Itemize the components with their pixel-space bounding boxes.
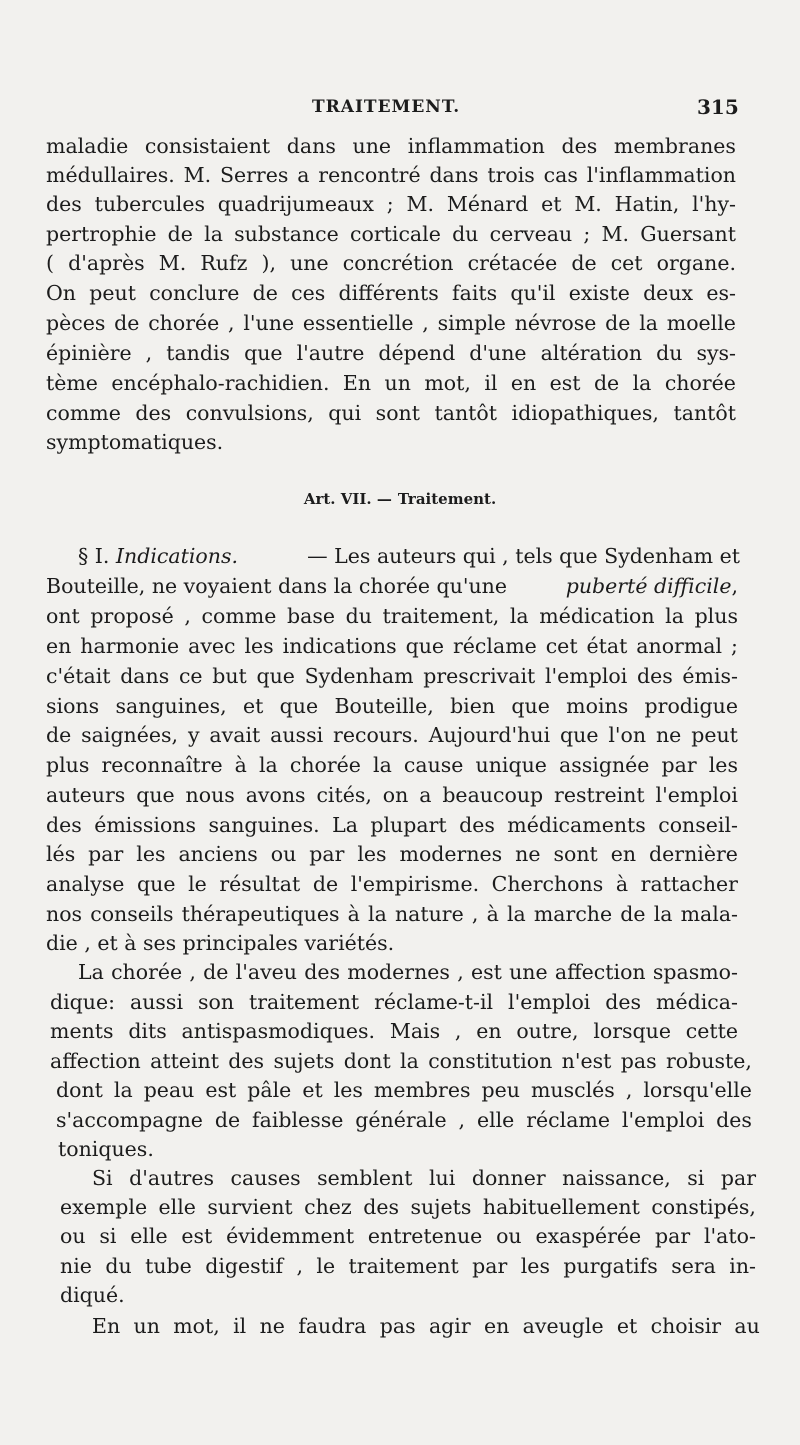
text-line: pèces de chorée , l'une essentielle , simple névrose de la moelle [46, 311, 736, 335]
text-line: médullaires. M. Serres a rencontré dans trois cas l'inflammation [46, 163, 736, 187]
text-line: ont proposé , comme base du traitement, la médication la plus [46, 604, 738, 628]
text-line: analyse que le résultat de l'empirisme. Cherchons à rattacher [46, 872, 738, 896]
text-line: affection atteint des sujets dont la constitution n'est pas robuste, [50, 1049, 752, 1073]
text-line: comme des convulsions, qui sont tantôt idiopathiques, tantôt [46, 401, 736, 425]
page-number: 315 [697, 95, 739, 119]
running-title: TRAITEMENT. [312, 97, 461, 117]
text-segment: — Les auteurs qui , tels que Sydenham et [307, 544, 740, 568]
text-line: dont la peau est pâle et les membres peu musclés , lorsqu'elle [56, 1078, 752, 1102]
text-line: maladie consistaient dans une inflammation des membranes [46, 134, 736, 158]
text-line: des émissions sanguines. La plupart des médicaments conseil- [46, 813, 738, 837]
section-number: § I. [78, 544, 110, 568]
emphasis: puberté difficile [565, 574, 732, 598]
text-line: s'accompagne de faiblesse générale , elle réclame l'emploi des [56, 1108, 752, 1132]
text-segment: Bouteille, ne voyaient dans la chorée qu'une [46, 574, 508, 598]
article-title: Traitement. [397, 490, 497, 508]
article-heading [0, 490, 800, 508]
text-line: Si d'autres causes semblent lui donner naissance, si par [92, 1166, 756, 1190]
page-header [0, 95, 800, 125]
text-line: nie du tube digestif , le traitement par les purgatifs sera in- [60, 1254, 756, 1278]
text-line: auteurs que nous avons cités, on a beaucoup restreint l'emploi [46, 783, 738, 807]
text-line: ( d'après M. Rufz ), une concrétion crétacée de cet organe. [46, 251, 736, 275]
text-line: exemple elle survient chez des sujets habituellement constipés, [60, 1195, 756, 1219]
text-line: sions sanguines, et que Bouteille, bien que moins prodigue [46, 694, 738, 718]
text-line: en harmonie avec les indications que réclame cet état anormal ; [46, 634, 738, 658]
text-line: lés par les anciens ou par les modernes ne sont en dernière [46, 842, 738, 866]
text-line: tème encéphalo-rachidien. En un mot, il en est de la chorée [46, 371, 736, 395]
text-line: toniques. [58, 1137, 154, 1161]
text-line: ments dits antispasmodiques. Mais , en outre, lorsque cette [50, 1019, 738, 1043]
paragraph-first-line [78, 542, 740, 571]
text-line: de saignées, y avait aussi recours. Aujourd'hui que l'on ne peut [46, 723, 738, 747]
text-line: c'était dans ce but que Sydenham prescrivait l'emploi des émis- [46, 664, 738, 688]
text-line: La chorée , de l'aveu des modernes , est une affection spasmo- [78, 960, 738, 984]
text-line: symptomatiques. [46, 430, 224, 454]
text-line: En un mot, il ne faudra pas agir en aveugle et choisir au [92, 1314, 760, 1338]
text-line: des tubercules quadrijumeaux ; M. Ménard et M. Hatin, l'hy- [46, 192, 736, 216]
section-title: Indications. [115, 544, 238, 568]
text-line: ou si elle est évidemment entretenue ou exaspérée par l'ato- [60, 1224, 756, 1248]
text-line: nos conseils thérapeutiques à la nature , à la marche de la mala- [46, 902, 738, 926]
text-line: pertrophie de la substance corticale du cerveau ; M. Guersant [46, 222, 736, 246]
text-line: dique: aussi son traitement réclame-t-il l'emploi des médica- [50, 990, 738, 1014]
text-line: die , et à ses principales variétés. [46, 931, 395, 955]
text-segment: , [731, 574, 738, 598]
article-number: Art. VII. — [303, 490, 392, 508]
text-line [46, 572, 738, 601]
text-line: On peut conclure de ces différents faits qu'il existe deux es- [46, 281, 736, 305]
text-line: diqué. [60, 1283, 125, 1307]
text-line: épinière , tandis que l'autre dépend d'une altération du sys- [46, 341, 736, 365]
text-line: plus reconnaître à la chorée la cause unique assignée par les [46, 753, 738, 777]
